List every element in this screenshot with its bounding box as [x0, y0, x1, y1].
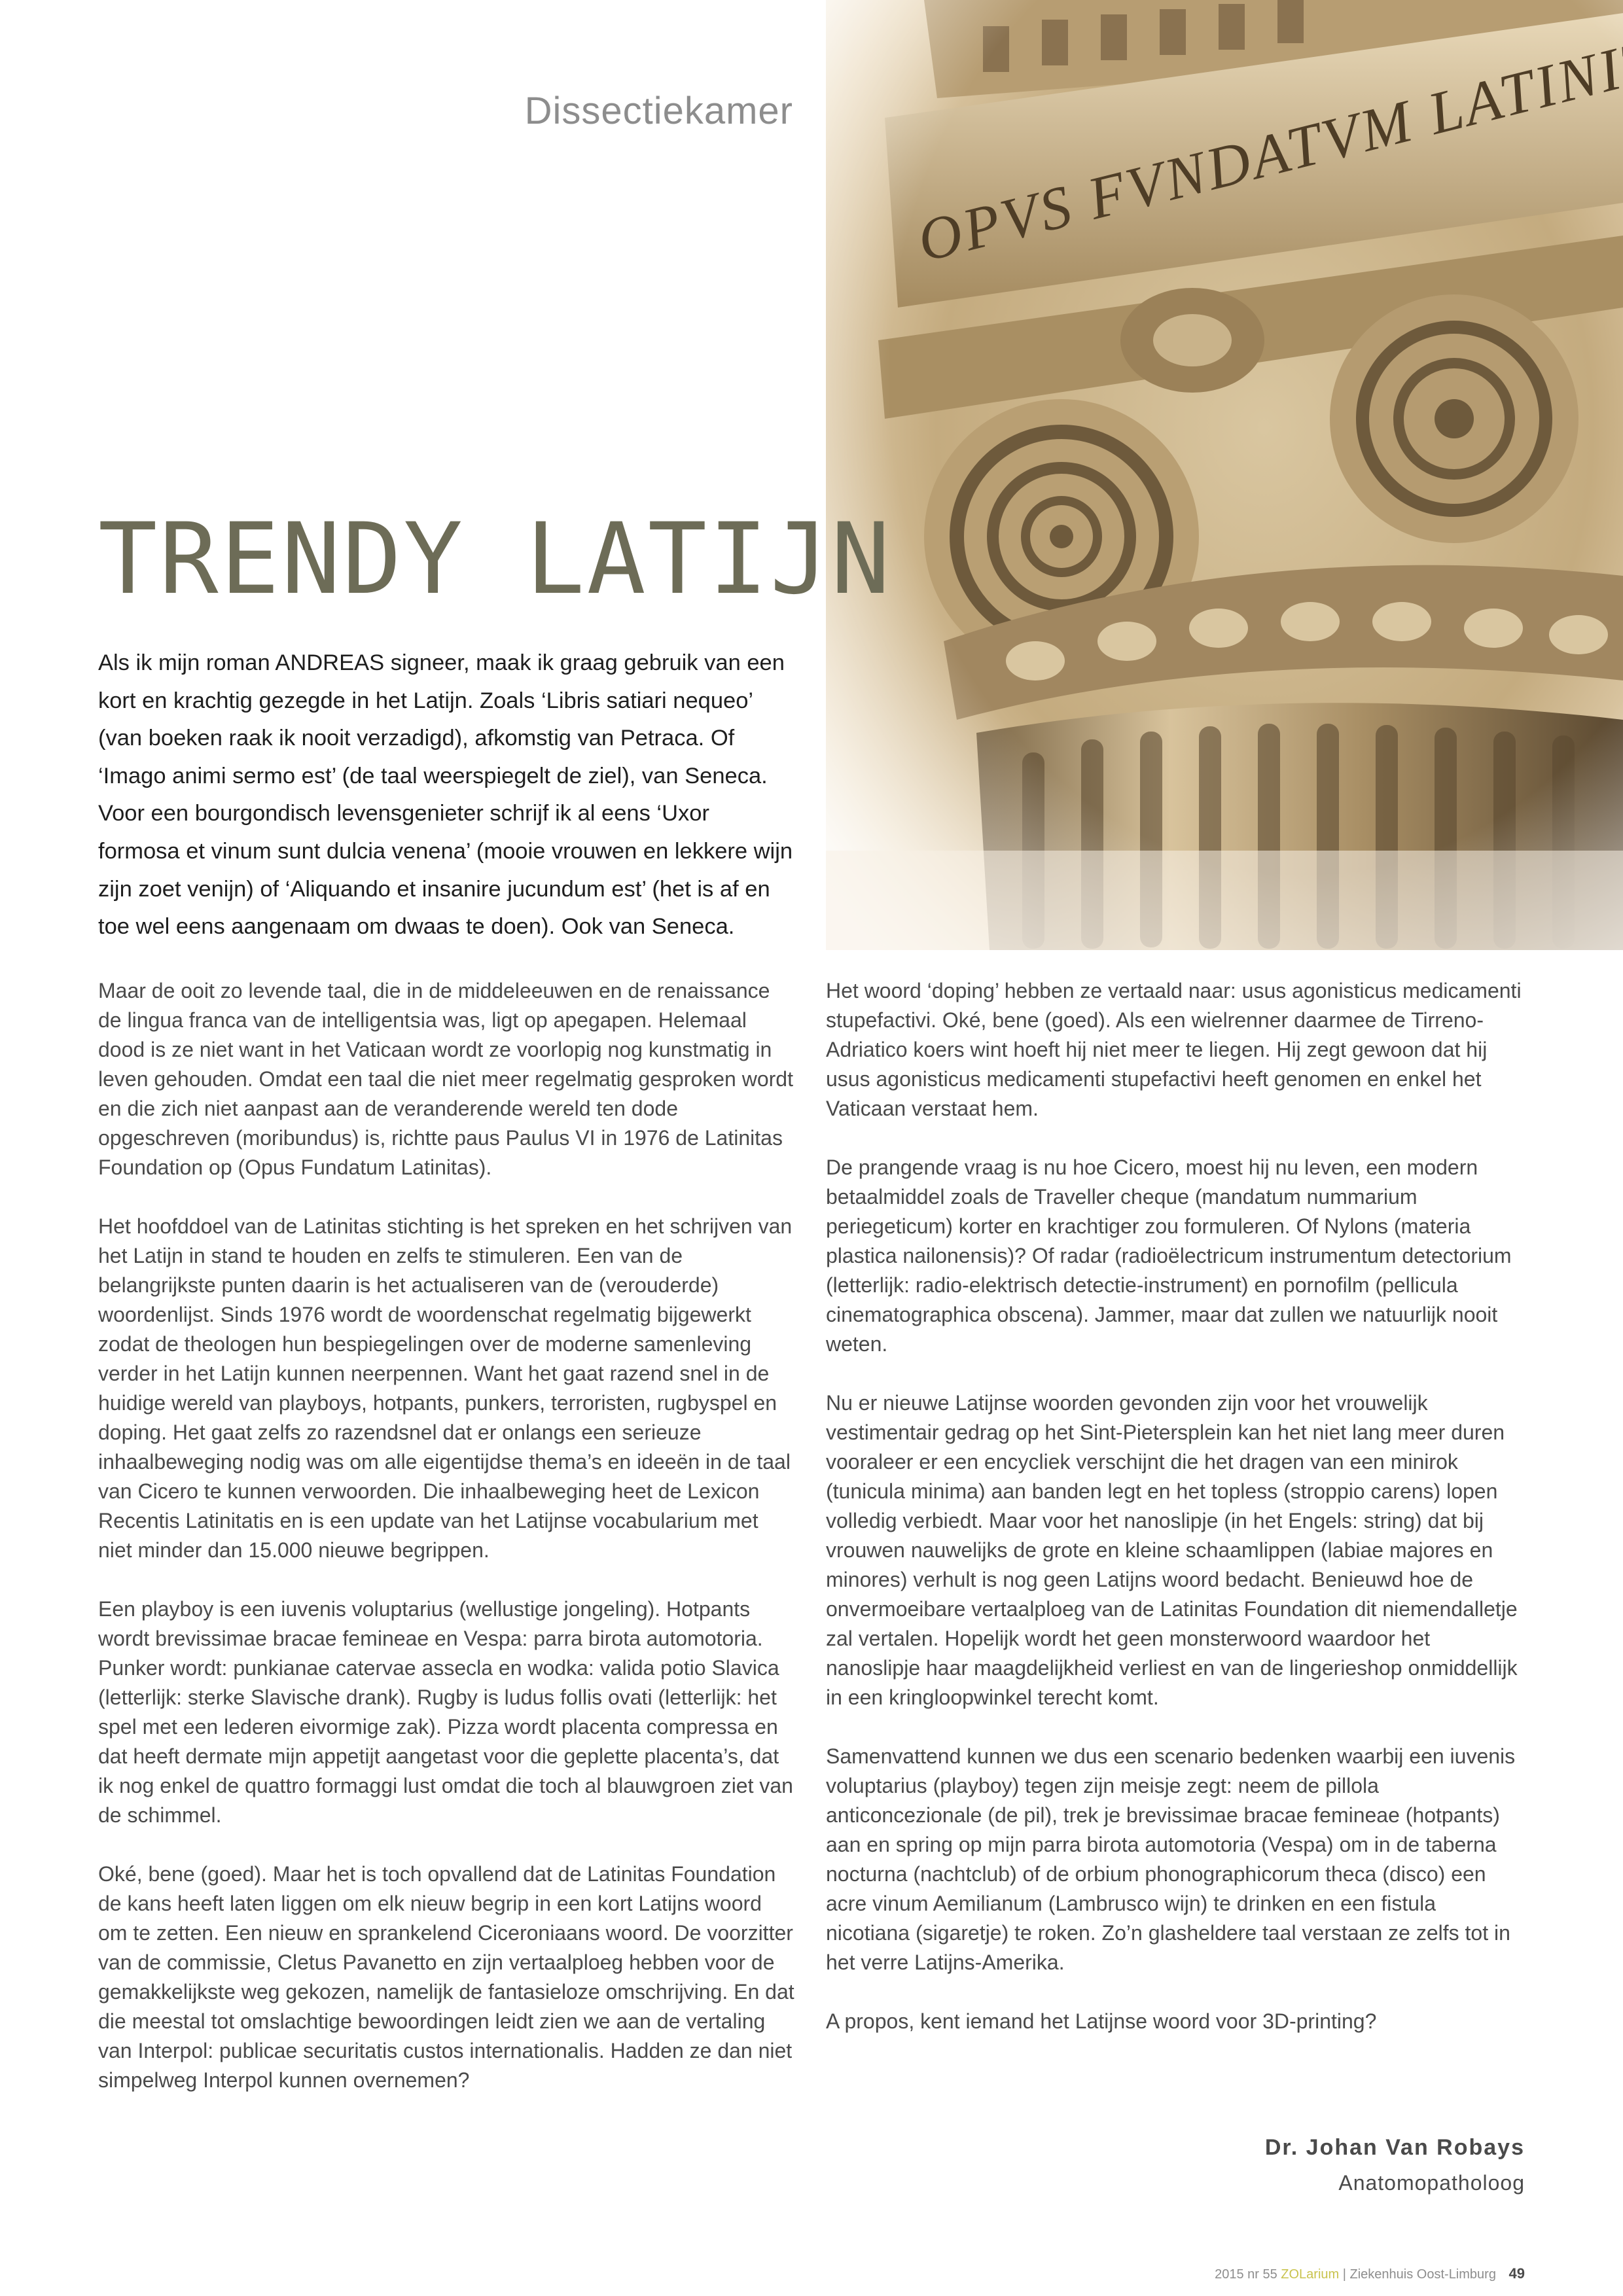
page-footer — [1215, 2265, 1525, 2282]
footer-separator: | — [1342, 2267, 1346, 2282]
column-capital-image — [826, 0, 1623, 950]
intro-paragraph: Als ik mijn roman ANDREAS signeer, maak ik graag gebruik van een kort en krachtig gezegde in het Latijn. Zoals ‘Libris satiari nequeo’ (van boeken raak ik nooit verzadigd), afkomstig van Petraca. Of ‘Imago animi sermo est’ (de taal weerspiegelt de ziel), van Seneca. Voor een bourgondisch levensgenieter schrijf ik al eens ‘Uxor formosa et vinum sunt dulcia venena’ (mooie vrouwen en lekkere wijn zijn zoet venijn) of ‘Aliquando et insanire jucundum est’ (het is af en toe wel eens aangenaam om dwaas te doen). Ook van Seneca. — [98, 650, 793, 940]
paragraph: Een playboy is een iuvenis voluptarius (wellustige jongeling). Hotpants wordt brevissimae bracae femineae en Vespa: parra birota automotoria. Punker wordt: punkianae catervae assecla en wodka: valida potio Slavica (letterlijk: sterke Slavische drank). Rugby is ludus follis ovati (letterlijk: het spel met een lederen eivormige zak). Pizza wordt placenta compressa en dat heeft dermate mijn appetijt aangetast voor die geplette placenta’s, dat ik nog enkel de quattro formaggi lust omdat die toch al blauwgroen ziet van de schimmel. — [98, 1597, 793, 1827]
article-intro — [98, 645, 793, 946]
section-label: Dissectiekamer — [524, 90, 793, 132]
author-name: Dr. Johan Van Robays — [1264, 2135, 1525, 2160]
paragraph: Maar de ooit zo levende taal, die in de middeleeuwen en de renaissance de lingua franca van de intelligentsia was, ligt op apegapen. Helemaal dood is ze niet want in het Vaticaan wordt ze voorlopig nog kunstmatig in leven gehouden. Omdat een taal die niet meer regelmatig gesproken wordt en die zich niet aanpast aan de veranderende wereld ten dode opgeschreven (moribundus) is, richtte paus Paulus VI in 1976 de Latinitas Foundation op (Opus Fundatum Latinitas). — [98, 979, 793, 1179]
author-role: Anatomopatholoog — [1338, 2171, 1525, 2195]
page-number: 49 — [1508, 2265, 1525, 2282]
right-column — [826, 976, 1525, 2066]
article-title: TRENDY LATIJN — [98, 503, 892, 616]
footer-org: Ziekenhuis Oost-Limburg — [1349, 2267, 1496, 2282]
paragraph: De prangende vraag is nu hoe Cicero, moest hij nu leven, een modern betaalmiddel zoals de Traveller cheque (mandatum nummarium periegeticum) korter en krachtiger zou formuleren. Of Nylons (materia plastica nailonensis)? Of radar (radioëlectricum instrumentum detectorium (letterlijk: radio-elektrisch detectie-instrument) en pornofilm (pellicula cinematographica obscena). Jammer, maar dat zullen we natuurlijk nooit weten. — [826, 1156, 1512, 1356]
left-column — [98, 976, 795, 2125]
footer-issue: 2015 nr 55 — [1215, 2267, 1277, 2282]
paragraph: Samenvattend kunnen we dus een scenario bedenken waarbij een iuvenis voluptarius (playboy) tegen zijn meisje zegt: neem de pillola anticoncezionale (de pil), trek je brevissimae bracae femineae (hotpants) aan en spring op mijn parra birota automotoria (Vespa) om in de taberna nocturna (nachtclub) of de orbium phonographicorum theca (disco) een acre vinum Aemilianum (Lambrusco wijn) te drinken en een fistula nicotiana (sigaretje) te roken. Zo’n glasheldere taal verstaan ze zelfs tot in het verre Latijns-Amerika. — [826, 1744, 1516, 1974]
paragraph: Het woord ‘doping’ hebben ze vertaald naar: usus agonisticus medicamenti stupefactivi. Oké, bene (goed). Als een wielrenner daarmee de Tirreno-Adriatico koers wint hoeft hij niet meer te liegen. Hij zegt gewoon dat hij usus agonisticus medicamenti stupefactivi heeft genomen en enkel het Vaticaan verstaat hem. — [826, 979, 1522, 1120]
paragraph: Nu er nieuwe Latijnse woorden gevonden zijn voor het vrouwelijk vestimentair gedrag op het Sint-Pietersplein kan het niet lang meer duren vooraleer er een encycliek verschijnt die het dragen van een minirok (tunicula minima) aan banden legt en het topless (stroppio carens) lopen volledig verbiedt. Maar voor het nanoslipje (in het Engels: string) dat bij vrouwen nauwelijks de grote en kleine schaamlippen (labiae majores en minores) verhult is nog geen Latijns woord bedacht. Benieuwd hoe de onvermoeibare vertaalploeg van de Latinitas Foundation dit niemendalletje zal vertalen. Hopelijk wordt het geen monsterwoord waardoor het nanoslipje haar maagdelijkheid verliest en van de lingerieshop onmiddellijk in een kringloopwinkel terecht komt. — [826, 1391, 1518, 1709]
author-signature — [1265, 2130, 1525, 2200]
paragraph: A propos, kent iemand het Latijnse woord voor 3D-printing? — [826, 2009, 1377, 2033]
footer-brand: ZOLarium — [1281, 2267, 1340, 2282]
paragraph: Het hoofddoel van de Latinitas stichting is het spreken en het schrijven van het Latijn in stand te houden en zelfs te stimuleren. Een van de belangrijkste punten daarin is het actualiseren van de (verouderde) woordenlijst. Sinds 1976 wordt de woordenschat regelmatig bijgewerkt zodat de theologen hun bespiegelingen over de moderne samenleving verder in het Latijn kunnen neerpennen. Want het gaat razend snel in de huidige wereld van playboys, hotpants, punkers, terroristen, rugbyspel en doping. Het gaat zelfs zo razendsnel dat er onlangs een serieuze inhaalbeweging nodig was om alle eigentijdse thema’s en ideeën in de taal van Cicero te kunnen verwoorden. Die inhaalbeweging heet de Lexicon Recentis Latinitatis en is een update van het Latijnse vocabularium met niet minder dan 15.000 nieuwe begrippen. — [98, 1214, 793, 1562]
paragraph: Oké, bene (goed). Maar het is toch opvallend dat de Latinitas Foundation de kans heeft laten liggen om elk nieuw begrip in een kort Latijns woord om te zetten. Een nieuw en sprankelend Ciceroniaans woord. De voorzitter van de commissie, Cletus Pavanetto en zijn vertaalploeg hebben voor de gemakkelijkste weg gekozen, namelijk de fantasieloze omschrijving. En dat die meestal tot omslachtige bewoordingen leidt zien we aan de vertaling van Interpol: publicae securitatis custos internationalis. Hadden ze dan niet simpelweg Interpol kunnen overnemen? — [98, 1862, 794, 2092]
